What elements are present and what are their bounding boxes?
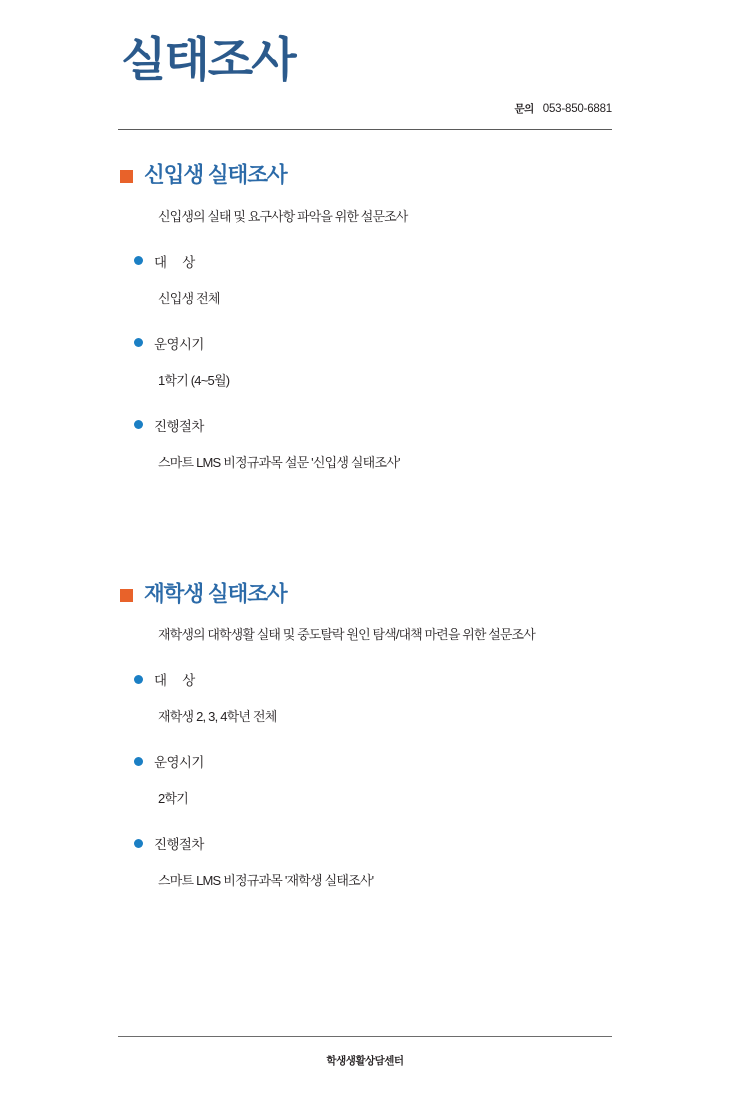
field-label: 진행절차 — [154, 418, 204, 434]
section-heading — [120, 164, 612, 188]
footer-divider — [118, 1036, 612, 1037]
contact-info — [514, 101, 612, 116]
footer-text: 학생생활상담센터 — [326, 1055, 404, 1067]
section-title: 신입생 실태조사 — [144, 163, 287, 187]
dot-bullet-icon — [134, 675, 143, 684]
field-label: 대 상 — [154, 673, 195, 689]
field-label: 운영시기 — [154, 755, 204, 771]
header-divider — [118, 129, 612, 130]
section-description: 신입생의 실태 및 요구사항 파악을 위한 설문조사 — [158, 208, 408, 224]
section-freshman-survey — [118, 164, 612, 471]
field-procedure — [118, 833, 612, 889]
section-description: 재학생의 대학생활 실태 및 중도탈락 원인 탐색/대책 마련을 위한 설문조사 — [158, 627, 535, 643]
field-label-row — [134, 669, 612, 689]
field-period — [118, 333, 612, 389]
contact-label: 문의 — [514, 103, 534, 115]
field-label: 대 상 — [154, 254, 195, 270]
field-period — [118, 751, 612, 807]
contact-number: 053-850-6881 — [542, 103, 612, 115]
page-title: 실태조사 — [121, 33, 295, 86]
field-label-row — [134, 415, 612, 435]
dot-bullet-icon — [134, 420, 143, 429]
field-value: 1학기 (4~5월) — [158, 372, 230, 388]
field-target — [118, 251, 612, 307]
field-target — [118, 669, 612, 725]
dot-bullet-icon — [134, 839, 143, 848]
document-footer — [118, 1036, 612, 1068]
field-value: 스마트 LMS 비정규과목 '재학생 실태조사' — [158, 873, 374, 889]
field-label: 운영시기 — [154, 336, 204, 352]
field-value: 신입생 전체 — [158, 290, 220, 306]
square-bullet-icon — [120, 589, 133, 602]
field-label-row — [134, 833, 612, 853]
dot-bullet-icon — [134, 338, 143, 347]
field-value: 재학생 2, 3, 4학년 전체 — [158, 709, 277, 725]
field-label-row — [134, 751, 612, 771]
square-bullet-icon — [120, 170, 133, 183]
document-header — [118, 33, 612, 130]
field-label-row — [134, 251, 612, 271]
field-procedure — [118, 415, 612, 471]
dot-bullet-icon — [134, 256, 143, 265]
section-heading — [120, 583, 612, 607]
field-value: 스마트 LMS 비정규과목 설문 '신입생 실태조사' — [158, 454, 400, 470]
field-label-row — [134, 333, 612, 353]
section-enrolled-survey — [118, 583, 612, 890]
field-label: 진행절차 — [154, 837, 204, 853]
dot-bullet-icon — [134, 757, 143, 766]
field-value: 2학기 — [158, 791, 188, 807]
section-title: 재학생 실태조사 — [144, 581, 287, 606]
